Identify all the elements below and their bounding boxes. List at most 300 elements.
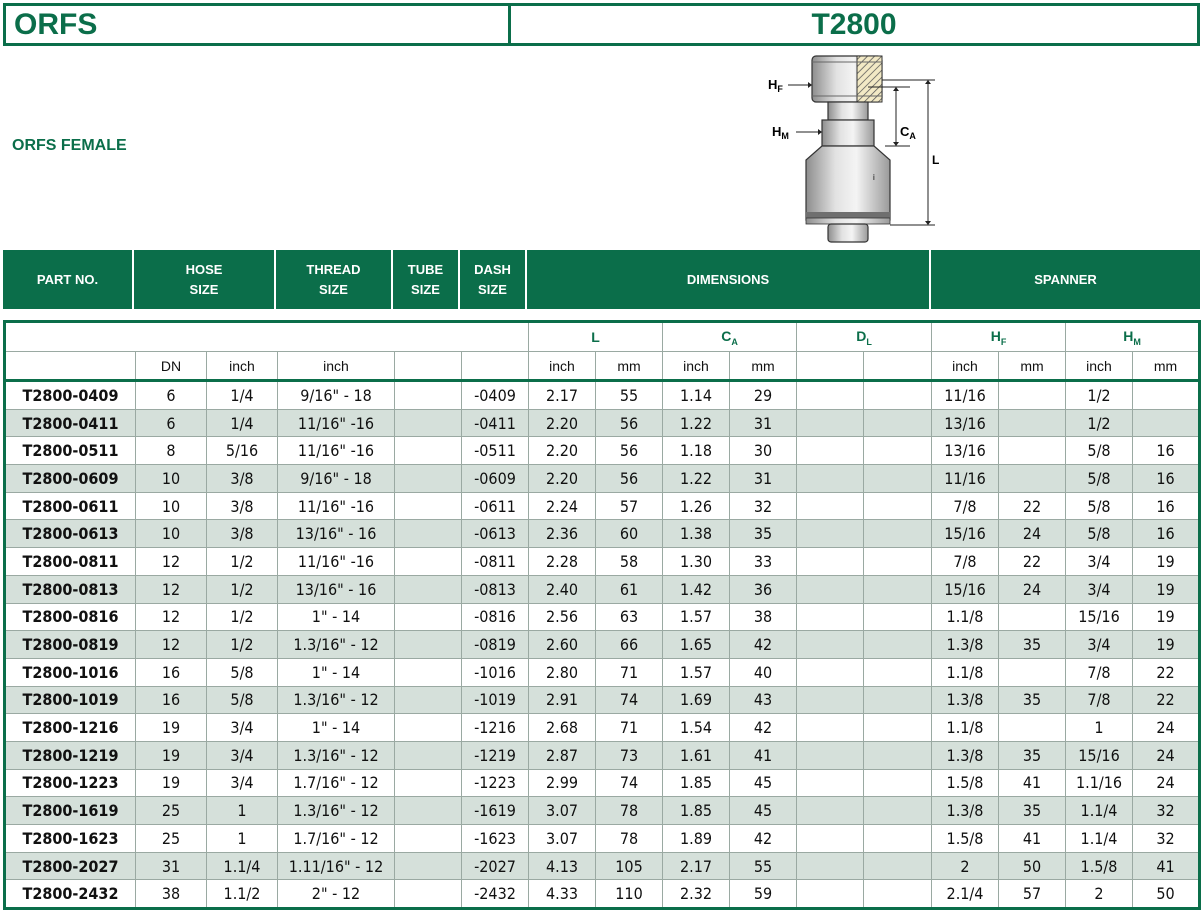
table-cell: -2027: [462, 852, 529, 880]
table-cell: 16: [1133, 465, 1200, 493]
table-row: [5, 548, 1200, 576]
table-cell: 78: [596, 797, 663, 825]
table-cell: 19: [1133, 603, 1200, 631]
table-cell: [395, 548, 462, 576]
table-row: [5, 741, 1200, 769]
table-cell: [864, 409, 932, 437]
table-cell: 2.24: [529, 492, 596, 520]
header-dimensions: DIMENSIONS: [527, 250, 931, 309]
table-cell: [864, 852, 932, 880]
table-cell: 1.89: [663, 825, 730, 853]
table-cell: 1/2: [1066, 409, 1133, 437]
table-cell: 7/8: [932, 492, 999, 520]
table-cell: 22: [999, 492, 1066, 520]
header-hose-size: HOSE SIZE: [134, 250, 276, 309]
table-cell: [999, 465, 1066, 493]
table-cell: 3/4: [207, 741, 278, 769]
table-cell: 19: [136, 714, 207, 742]
part-number-cell: T2800-0813: [5, 575, 136, 603]
table-cell: 2.56: [529, 603, 596, 631]
group-l: L: [529, 322, 663, 352]
subheader-row-groups: [5, 322, 1200, 352]
table-cell: 5/8: [207, 658, 278, 686]
table-cell: [395, 741, 462, 769]
table-cell: 55: [730, 852, 797, 880]
table-cell: 31: [136, 852, 207, 880]
table-cell: 16: [136, 686, 207, 714]
table-cell: [797, 520, 864, 548]
unit-cell: inch: [932, 352, 999, 381]
table-cell: 35: [999, 631, 1066, 659]
table-cell: 1.42: [663, 575, 730, 603]
table-cell: 35: [730, 520, 797, 548]
table-cell: [797, 492, 864, 520]
table-cell: 13/16: [932, 409, 999, 437]
table-cell: 1/2: [207, 603, 278, 631]
table-cell: 1.57: [663, 658, 730, 686]
table-cell: 78: [596, 825, 663, 853]
table-cell: [395, 797, 462, 825]
table-cell: 1.1/4: [1066, 797, 1133, 825]
table-row: [5, 575, 1200, 603]
table-cell: 10: [136, 520, 207, 548]
table-cell: 1.5/8: [932, 825, 999, 853]
table-cell: 3.07: [529, 825, 596, 853]
table-cell: [999, 381, 1066, 410]
unit-cell: inch: [278, 352, 395, 381]
table-cell: 2" - 12: [278, 880, 395, 909]
table-cell: 12: [136, 603, 207, 631]
table-cell: 19: [1133, 575, 1200, 603]
table-row: [5, 769, 1200, 797]
table-cell: [797, 686, 864, 714]
table-cell: [864, 769, 932, 797]
table-cell: 19: [136, 741, 207, 769]
table-cell: [1133, 381, 1200, 410]
table-cell: [797, 409, 864, 437]
table-cell: 11/16: [932, 381, 999, 410]
table-cell: 2.20: [529, 409, 596, 437]
table-cell: [864, 381, 932, 410]
table-cell: 42: [730, 825, 797, 853]
table-cell: 31: [730, 465, 797, 493]
table-row: [5, 686, 1200, 714]
table-cell: -0409: [462, 381, 529, 410]
unit-cell: [462, 352, 529, 381]
table-cell: 1.3/16" - 12: [278, 741, 395, 769]
table-cell: 24: [1133, 741, 1200, 769]
table-cell: 1: [1066, 714, 1133, 742]
hf-label-sub: F: [777, 84, 783, 94]
table-cell: 5/8: [1066, 492, 1133, 520]
table-cell: [864, 658, 932, 686]
table-cell: 71: [596, 714, 663, 742]
table-cell: 1" - 14: [278, 714, 395, 742]
part-number-cell: T2800-2432: [5, 880, 136, 909]
l-label: L: [932, 153, 940, 167]
header-part-no: PART NO.: [3, 250, 134, 309]
part-number-cell: T2800-1619: [5, 797, 136, 825]
table-row: [5, 631, 1200, 659]
table-cell: [864, 437, 932, 465]
unit-cell: [5, 352, 136, 381]
table-cell: [864, 492, 932, 520]
table-row: [5, 658, 1200, 686]
table-row: [5, 797, 1200, 825]
table-cell: 1/2: [207, 548, 278, 576]
table-cell: 19: [136, 769, 207, 797]
table-row: [5, 520, 1200, 548]
table-cell: 1.1/4: [1066, 825, 1133, 853]
table-row: [5, 437, 1200, 465]
table-cell: 1.3/8: [932, 741, 999, 769]
table-cell: 3/4: [207, 714, 278, 742]
group-ca: $C_A$: [663, 322, 797, 352]
table-cell: 58: [596, 548, 663, 576]
table-cell: 56: [596, 409, 663, 437]
table-row: [5, 825, 1200, 853]
table-cell: -2432: [462, 880, 529, 909]
part-number-cell: T2800-1219: [5, 741, 136, 769]
table-cell: 105: [596, 852, 663, 880]
svg-text:CA: [900, 124, 916, 141]
table-cell: 24: [999, 520, 1066, 548]
table-cell: 2.68: [529, 714, 596, 742]
table-cell: 1.30: [663, 548, 730, 576]
table-cell: 41: [999, 825, 1066, 853]
table-cell: 56: [596, 437, 663, 465]
table-cell: [395, 465, 462, 493]
table-cell: 12: [136, 575, 207, 603]
table-cell: -1219: [462, 741, 529, 769]
table-cell: 2.20: [529, 437, 596, 465]
table-cell: [864, 631, 932, 659]
table-cell: [864, 797, 932, 825]
table-cell: 1/2: [1066, 381, 1133, 410]
ca-label-sub: A: [909, 131, 916, 141]
table-cell: 38: [730, 603, 797, 631]
table-cell: 11/16" -16: [278, 548, 395, 576]
table-cell: 22: [1133, 658, 1200, 686]
table-cell: [864, 465, 932, 493]
table-cell: -0511: [462, 437, 529, 465]
table-cell: 1.57: [663, 603, 730, 631]
table-cell: 22: [1133, 686, 1200, 714]
table-cell: 1.1/8: [932, 658, 999, 686]
table-cell: 1.1/8: [932, 603, 999, 631]
table-cell: [797, 797, 864, 825]
table-cell: 15/16: [932, 520, 999, 548]
table-cell: [797, 880, 864, 909]
table-cell: 1.14: [663, 381, 730, 410]
table-cell: [999, 437, 1066, 465]
table-cell: 2.91: [529, 686, 596, 714]
table-cell: 66: [596, 631, 663, 659]
table-row: [5, 880, 1200, 909]
svg-text:HM: [772, 124, 789, 141]
table-cell: 3/4: [1066, 548, 1133, 576]
unit-cell: mm: [1133, 352, 1200, 381]
table-cell: [395, 437, 462, 465]
table-cell: 13/16" - 16: [278, 520, 395, 548]
table-cell: -1619: [462, 797, 529, 825]
table-cell: [999, 714, 1066, 742]
table-cell: 38: [136, 880, 207, 909]
table-cell: 16: [1133, 437, 1200, 465]
table-cell: 2: [1066, 880, 1133, 909]
part-number-cell: T2800-1623: [5, 825, 136, 853]
table-cell: 2.32: [663, 880, 730, 909]
table-cell: 1" - 14: [278, 658, 395, 686]
table-cell: 1.85: [663, 769, 730, 797]
table-cell: [864, 741, 932, 769]
part-number-cell: T2800-0816: [5, 603, 136, 631]
table-cell: 42: [730, 631, 797, 659]
table-row: [5, 603, 1200, 631]
header-tube-size: TUBE SIZE: [393, 250, 460, 309]
table-cell: 50: [999, 852, 1066, 880]
table-cell: 35: [999, 686, 1066, 714]
table-cell: [999, 658, 1066, 686]
table-cell: 63: [596, 603, 663, 631]
table-cell: 2.60: [529, 631, 596, 659]
part-number-cell: T2800-0411: [5, 409, 136, 437]
table-cell: 25: [136, 825, 207, 853]
table-cell: [395, 520, 462, 548]
table-cell: 2.17: [663, 852, 730, 880]
table-cell: 1/2: [207, 575, 278, 603]
table-cell: 1.61: [663, 741, 730, 769]
table-cell: [395, 381, 462, 410]
table-cell: 3/4: [207, 769, 278, 797]
table-cell: 45: [730, 797, 797, 825]
table-cell: 29: [730, 381, 797, 410]
table-cell: 7/8: [1066, 658, 1133, 686]
table-row: [5, 492, 1200, 520]
table-cell: 8: [136, 437, 207, 465]
table-cell: 73: [596, 741, 663, 769]
table-cell: [797, 631, 864, 659]
table-cell: [864, 548, 932, 576]
table-cell: 3.07: [529, 797, 596, 825]
table-cell: [395, 769, 462, 797]
unit-cell: [864, 352, 932, 381]
table-cell: 16: [136, 658, 207, 686]
table-cell: 1: [207, 797, 278, 825]
table-cell: 16: [1133, 492, 1200, 520]
table-cell: 1: [207, 825, 278, 853]
table-cell: 50: [1133, 880, 1200, 909]
table-cell: 35: [999, 797, 1066, 825]
table-cell: 2: [932, 852, 999, 880]
table-cell: 5/8: [207, 686, 278, 714]
table-cell: 35: [999, 741, 1066, 769]
table-cell: [395, 852, 462, 880]
table-cell: 1.1/2: [207, 880, 278, 909]
table-cell: [395, 658, 462, 686]
table-cell: 3/8: [207, 465, 278, 493]
table-cell: 2.99: [529, 769, 596, 797]
table-cell: 59: [730, 880, 797, 909]
table-cell: [797, 381, 864, 410]
table-cell: 6: [136, 409, 207, 437]
table-cell: 32: [1133, 825, 1200, 853]
table-cell: 42: [730, 714, 797, 742]
table-cell: 1.65: [663, 631, 730, 659]
table-cell: [864, 880, 932, 909]
table-cell: [395, 409, 462, 437]
table-row: [5, 852, 1200, 880]
table-cell: [999, 409, 1066, 437]
table-cell: 1.54: [663, 714, 730, 742]
header-dash-size: DASH SIZE: [460, 250, 527, 309]
table-row: [5, 465, 1200, 493]
table-cell: 4.33: [529, 880, 596, 909]
unit-cell: inch: [1066, 352, 1133, 381]
part-number-cell: T2800-0611: [5, 492, 136, 520]
table-cell: [864, 686, 932, 714]
table-cell: 24: [1133, 769, 1200, 797]
table-cell: 56: [596, 465, 663, 493]
table-cell: -1016: [462, 658, 529, 686]
table-cell: 1/4: [207, 409, 278, 437]
table-cell: 11/16" -16: [278, 492, 395, 520]
table-cell: -1623: [462, 825, 529, 853]
table-cell: -0613: [462, 520, 529, 548]
table-cell: [797, 437, 864, 465]
table-cell: [395, 714, 462, 742]
table-cell: 61: [596, 575, 663, 603]
table-cell: 6: [136, 381, 207, 410]
header-thread-size: THREAD SIZE: [276, 250, 393, 309]
ca-label: C: [900, 124, 910, 139]
table-cell: 30: [730, 437, 797, 465]
unit-cell: inch: [207, 352, 278, 381]
table-cell: 1.3/8: [932, 631, 999, 659]
part-number-cell: T2800-0511: [5, 437, 136, 465]
table-cell: 10: [136, 465, 207, 493]
table-cell: 1.22: [663, 465, 730, 493]
table-cell: 5/8: [1066, 520, 1133, 548]
unit-cell: inch: [529, 352, 596, 381]
table-cell: -0411: [462, 409, 529, 437]
group-hf: $H_F$: [932, 322, 1066, 352]
table-cell: 1.3/8: [932, 797, 999, 825]
hm-label-sub: M: [781, 131, 789, 141]
part-number-cell: T2800-1016: [5, 658, 136, 686]
table-cell: 1.38: [663, 520, 730, 548]
table-cell: 2.20: [529, 465, 596, 493]
part-number-cell: T2800-0819: [5, 631, 136, 659]
subheader-row-units: [5, 352, 1200, 381]
part-number-cell: T2800-2027: [5, 852, 136, 880]
table-cell: 57: [596, 492, 663, 520]
table-cell: 24: [999, 575, 1066, 603]
table-cell: -0611: [462, 492, 529, 520]
table-cell: 2.17: [529, 381, 596, 410]
table-cell: -0819: [462, 631, 529, 659]
table-cell: 13/16" - 16: [278, 575, 395, 603]
table-row: [5, 714, 1200, 742]
dimensions-table: [3, 320, 1201, 910]
table-cell: [395, 825, 462, 853]
table-cell: 41: [999, 769, 1066, 797]
table-cell: 7/8: [1066, 686, 1133, 714]
table-cell: 71: [596, 658, 663, 686]
table-cell: 110: [596, 880, 663, 909]
table-cell: [797, 465, 864, 493]
table-cell: 41: [1133, 852, 1200, 880]
header-spanner: SPANNER: [1034, 271, 1097, 287]
family-title: ORFS: [3, 3, 511, 46]
svg-text:HF: [768, 77, 783, 94]
table-cell: [395, 492, 462, 520]
table-cell: [864, 714, 932, 742]
table-cell: 5/8: [1066, 437, 1133, 465]
table-cell: 22: [999, 548, 1066, 576]
table-cell: 4.13: [529, 852, 596, 880]
table-cell: 9/16" - 18: [278, 381, 395, 410]
part-number-cell: T2800-0409: [5, 381, 136, 410]
table-cell: 24: [1133, 714, 1200, 742]
table-cell: 2.28: [529, 548, 596, 576]
part-number-cell: T2800-0613: [5, 520, 136, 548]
group-hm: $H_M$: [1066, 322, 1200, 352]
table-cell: [797, 575, 864, 603]
table-cell: -1216: [462, 714, 529, 742]
table-cell: 3/4: [1066, 631, 1133, 659]
table-cell: 74: [596, 686, 663, 714]
table-cell: 5/16: [207, 437, 278, 465]
part-number-cell: T2800-1019: [5, 686, 136, 714]
table-cell: 1.3/8: [932, 686, 999, 714]
table-cell: 19: [1133, 548, 1200, 576]
table-cell: 12: [136, 631, 207, 659]
table-cell: 1.7/16" - 12: [278, 825, 395, 853]
table-cell: -0813: [462, 575, 529, 603]
table-cell: -1223: [462, 769, 529, 797]
table-cell: 7/8: [932, 548, 999, 576]
table-cell: [797, 769, 864, 797]
table-cell: [797, 741, 864, 769]
table-cell: 2.36: [529, 520, 596, 548]
table-cell: 1.1/4: [207, 852, 278, 880]
table-cell: [797, 658, 864, 686]
table-cell: -0609: [462, 465, 529, 493]
series-title: T2800: [511, 3, 1200, 46]
unit-cell: inch: [663, 352, 730, 381]
part-number-cell: T2800-1223: [5, 769, 136, 797]
table-cell: 74: [596, 769, 663, 797]
unit-cell: [797, 352, 864, 381]
table-cell: 40: [730, 658, 797, 686]
fitting-diagram: [760, 50, 960, 248]
table-cell: 15/16: [932, 575, 999, 603]
table-row: [5, 381, 1200, 410]
table-cell: [864, 603, 932, 631]
part-number-cell: T2800-0811: [5, 548, 136, 576]
table-cell: 1.69: [663, 686, 730, 714]
table-cell: 1.5/8: [1066, 852, 1133, 880]
table-cell: 1/2: [207, 631, 278, 659]
table-cell: 16: [1133, 520, 1200, 548]
i-label: i: [873, 173, 875, 182]
table-cell: 32: [1133, 797, 1200, 825]
table-cell: 45: [730, 769, 797, 797]
table-cell: 2.87: [529, 741, 596, 769]
table-cell: 11/16: [932, 465, 999, 493]
table-cell: 2.40: [529, 575, 596, 603]
